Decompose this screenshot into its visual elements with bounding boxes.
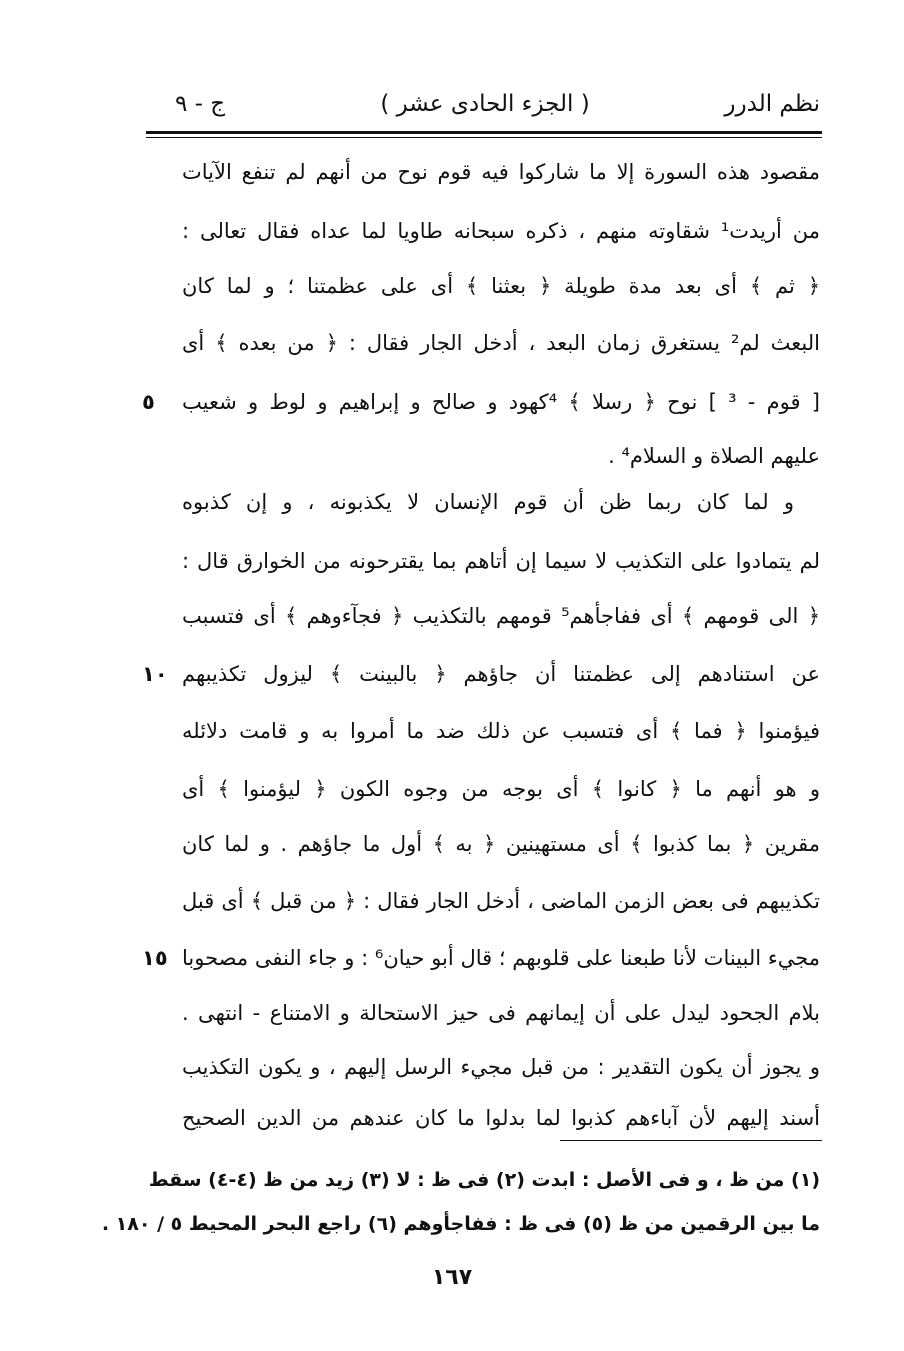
text-line: [ قوم - ³ ] نوح ﴿ رسلا ﴾ ⁴كهود و صالح و إبراهيم و لوط و شعيب (182, 390, 821, 414)
text-line: تكذيبهم فى بعض الزمن الماضى ، أدخل الجار فقال : ﴿ من قبل ﴾ أى قبل (182, 889, 820, 913)
text-line: و هو أنهم ما ﴿ كانوا ﴾ أى بوجه من وجوه الكون ﴿ ليؤمنوا ﴾ أى (182, 777, 820, 801)
text-line: مقصود هذه السورة إلا ما شاركوا فيه قوم نوح من أنهم لم تنفع الآيات (182, 160, 820, 184)
footnote-line: (١) من ظ ، و فى الأصل : ابدت (٢) فى ظ : لا (٣) زيد من ظ (٤-٤) سقط (148, 1169, 820, 1191)
text-line: لم يتمادوا على التكذيب لا سيما إن أتاهم بما يقترحونه من الخوارق قال : (182, 549, 820, 573)
footnote-line: ما بين الرقمين من ظ (٥) فى ظ : ففاجأوهم (٦) راجع البحر المحيط ٥ / ١٨٠ . (101, 1213, 820, 1235)
text-line: فيؤمنوا ﴿ فما ﴾ أى فتسبب عن ذلك ضد ما أمروا به و قامت دلائله (182, 719, 820, 743)
text-line: و يجوز أن يكون التقدير : من قبل مجيء الرسل إليهم ، و يكون التكذيب (182, 1055, 820, 1079)
line-number-15: ١٥ (142, 946, 168, 970)
text-line: أسند إليهم لأن آباءهم كذبوا لما بدلوا ما كان عندهم من الدين الصحيح (182, 1106, 820, 1130)
text-line: البعث لم² يستغرق زمان البعد ، أدخل الجار فقال : ﴿ من بعده ﴾ أى (182, 331, 821, 355)
header-rule-thick (146, 131, 822, 134)
line-number-5: ٥ (142, 390, 155, 414)
text-line: من أريدت¹ شقاوته منهم ، ذكره سبحانه طاويا لما عداه فقال تعالى : (182, 219, 820, 243)
text-line: مجيء البينات لأنا طبعنا على قلوبهم ؛ قال أبو حيان⁶ : و جاء النفى مصحوبا (182, 946, 820, 970)
book-title: نظم الدرر (724, 91, 820, 117)
text-line: مقرين ﴿ بما كذبوا ﴾ أى مستهينين ﴿ به ﴾ أول ما جاؤهم . و لما كان (182, 832, 820, 856)
page-number: ١٦٧ (431, 1265, 473, 1290)
text-line: عليهم الصلاة و السلام⁴ . (608, 444, 820, 468)
line-number-10: ١٠ (142, 662, 168, 686)
volume-reference: ج - ٩ (175, 91, 226, 117)
text-line: و لما كان ربما ظن أن قوم الإنسان لا يكذبونه ، و إن كذبوه (182, 490, 794, 514)
text-line: بلام الجحود ليدل على أن إيمانهم فى حيز الاستحالة و الامتناع - انتهى . (182, 1001, 820, 1025)
running-header (150, 82, 820, 126)
part-title: ( الجزء الحادى عشر ) (380, 91, 590, 117)
text-line: ﴿ ثم ﴾ أى بعد مدة طويلة ﴿ بعثنا ﴾ أى على عظمتنا ؛ و لما كان (182, 274, 820, 298)
footnote-rule (560, 1140, 822, 1141)
header-rule-thin (146, 137, 822, 138)
text-line: عن استنادهم إلى عظمتنا أن جاؤهم ﴿ بالبينت ﴾ ليزول تكذيبهم (182, 662, 820, 686)
text-line: ﴿ الى قومهم ﴾ أى ففاجأهم⁵ قومهم بالتكذيب ﴿ فجآءوهم ﴾ أى فتسبب (182, 604, 821, 628)
